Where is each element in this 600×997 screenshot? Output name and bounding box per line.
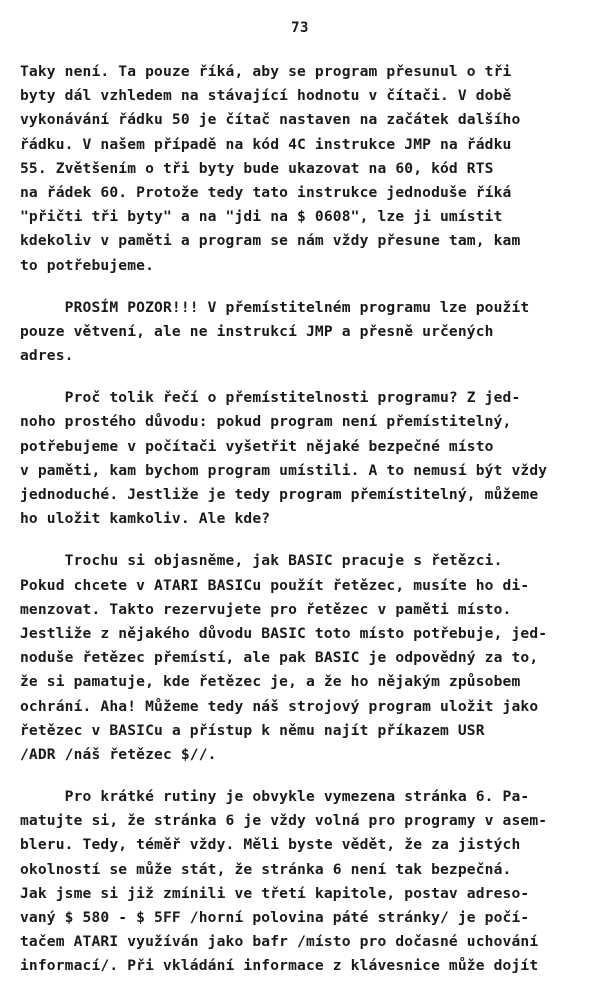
text-line: adres. xyxy=(20,347,74,365)
text-line: řetězec v BASICu a přístup k němu najít příkazem USR xyxy=(20,721,485,739)
paragraph xyxy=(20,296,590,369)
text-line: ho uložit kamkoliv. Ale kde? xyxy=(20,510,271,528)
text-line: "přičti tři byty" a na "jdi na $ 0608", lze ji umístit xyxy=(20,208,503,226)
text-line: kdekoliv v paměti a program se nám vždy přesune tam, kam xyxy=(20,232,521,250)
text-line: 55. Zvětšením o tři byty bude ukazovat na 60, kód RTS xyxy=(20,159,494,177)
text-line: /ADR /náš řetězec $//. xyxy=(20,745,217,763)
text-line: řádku. V našem případě na kód 4C instrukce JMP na řádku xyxy=(20,135,512,153)
text-line: matujte si, že stránka 6 je vždy volná pro programy v asem- xyxy=(20,812,548,830)
text-line: to potřebujeme. xyxy=(20,256,155,274)
text-line: Pro krátké rutiny je obvykle vymezena stránka 6. Pa- xyxy=(20,788,530,806)
text-line: tačem ATARI využíván jako bafr /místo pro dočasné uchování xyxy=(20,933,539,951)
text-line: Pokud chcete v ATARI BASICu použít řetězec, musíte ho di- xyxy=(20,576,530,594)
text-line: noduše řetězec přemístí, ale pak BASIC je odpovědný za to, xyxy=(20,649,539,667)
text-line: na řádek 60. Protože tedy tato instrukce jednoduše říká xyxy=(20,183,512,201)
text-line: v paměti, kam bychom program umístili. A to nemusí být vždy xyxy=(20,461,548,479)
text-line: noho prostého důvodu: pokud program není přemístitelný, xyxy=(20,413,512,431)
page-number: 73 xyxy=(291,20,309,36)
text-line: vaný $ 580 - $ 5FF /horní polovina páté stránky/ je počí- xyxy=(20,909,530,926)
text-line: Taky není. Ta pouze říká, aby se program přesunul o tři xyxy=(20,63,512,80)
text-line: Jestliže z nějakého důvodu BASIC toto místo potřebuje, jed- xyxy=(20,624,548,642)
paragraph xyxy=(20,549,590,767)
body-text xyxy=(20,60,590,997)
text-line: byty dál vzhledem na stávající hodnotu v čítači. V době xyxy=(20,87,512,105)
text-line: informací/. Při vkládání informace z klávesnice může dojít xyxy=(20,957,539,975)
text-line: Trochu si objasněme, jak BASIC pracuje s řetězci. xyxy=(20,552,503,570)
text-line: potřebujeme v počítači vyšetřit nějaké bezpečné místo xyxy=(20,437,494,455)
text-line: vykonávání řádku 50 je čítač nastaven na začátek dalšího xyxy=(20,111,521,129)
paragraph xyxy=(20,386,590,531)
text-line: Proč tolik řečí o přemístitelnosti programu? Z jed- xyxy=(20,389,521,407)
paragraph xyxy=(20,785,590,979)
text-line: pouze větvení, ale ne instrukcí JMP a přesně určených xyxy=(20,322,494,340)
text-line: menzovat. Takto rezervujete pro řetězec v paměti místo. xyxy=(20,600,512,618)
text-line: že si pamatuje, kde řetězec je, a že ho nějakým způsobem xyxy=(20,673,521,691)
text-line: ochrání. Aha! Můžeme tedy náš strojový program uložit jako xyxy=(20,697,539,715)
text-line: PROSÍM POZOR!!! V přemístitelném programu lze použít xyxy=(20,298,530,316)
text-line: jednoduché. Jestliže je tedy program přemístitelný, můžeme xyxy=(20,486,539,503)
text-line: okolností se může stát, že stránka 6 není tak bezpečná. xyxy=(20,860,512,878)
paragraph xyxy=(20,60,590,278)
text-line: Jak jsme si již zmínili ve třetí kapitole, postav adreso- xyxy=(20,884,530,902)
text-line: bleru. Tedy, téměř vždy. Měli byste vědět, že za jistých xyxy=(20,836,521,854)
